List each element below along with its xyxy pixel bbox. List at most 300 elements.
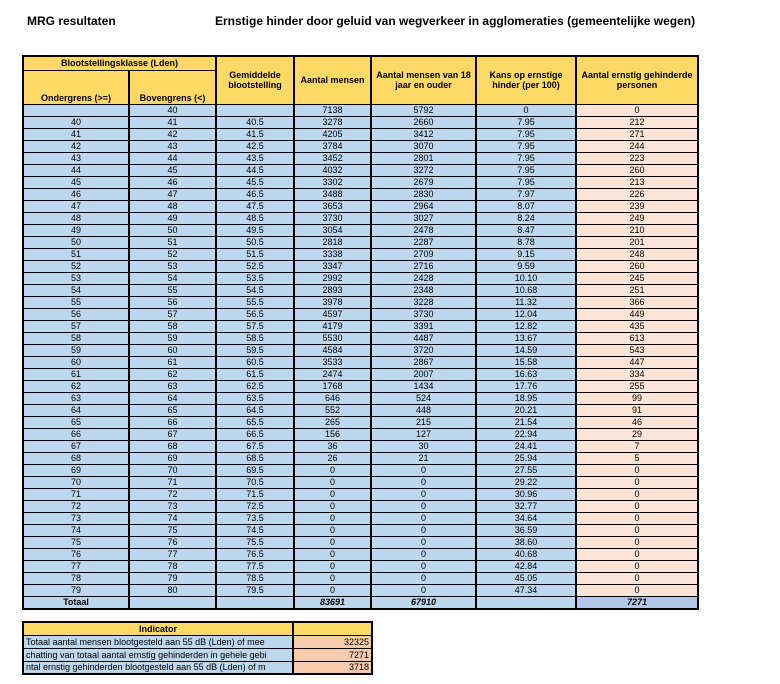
aantal-mensen-cell[interactable]: 4205: [294, 128, 371, 140]
kans-cell[interactable]: 30.96: [476, 488, 576, 500]
ernstig-cell[interactable]: 91: [576, 404, 698, 416]
bovengrens-cell[interactable]: 71: [129, 476, 216, 488]
bovengrens-cell[interactable]: 65: [129, 404, 216, 416]
aantal-mensen-cell[interactable]: 3978: [294, 296, 371, 308]
gemiddelde-cell[interactable]: 61.5: [216, 368, 294, 380]
kans-cell[interactable]: 21.54: [476, 416, 576, 428]
ondergrens-cell[interactable]: 69: [23, 464, 129, 476]
bovengrens-cell[interactable]: 57: [129, 308, 216, 320]
bovengrens-cell[interactable]: 63: [129, 380, 216, 392]
aantal-mensen-cell[interactable]: 4584: [294, 344, 371, 356]
aantal-18plus-cell[interactable]: 0: [371, 548, 476, 560]
total-empty-cell[interactable]: [216, 596, 294, 609]
bovengrens-cell[interactable]: 79: [129, 572, 216, 584]
ondergrens-cell[interactable]: 41: [23, 128, 129, 140]
aantal-mensen-cell[interactable]: 3302: [294, 176, 371, 188]
bovengrens-cell[interactable]: 60: [129, 344, 216, 356]
aantal-18plus-cell[interactable]: 5792: [371, 104, 476, 116]
gemiddelde-cell[interactable]: 63.5: [216, 392, 294, 404]
gemiddelde-cell[interactable]: 67.5: [216, 440, 294, 452]
kans-cell[interactable]: 8.47: [476, 224, 576, 236]
ernstig-cell[interactable]: 447: [576, 356, 698, 368]
gemiddelde-cell[interactable]: 57.5: [216, 320, 294, 332]
ernstig-cell[interactable]: 435: [576, 320, 698, 332]
ernstig-cell[interactable]: 613: [576, 332, 698, 344]
kans-cell[interactable]: 42.84: [476, 560, 576, 572]
kans-cell[interactable]: 32.77: [476, 500, 576, 512]
ernstig-cell[interactable]: 334: [576, 368, 698, 380]
kans-cell[interactable]: 8.07: [476, 200, 576, 212]
aantal-18plus-cell[interactable]: 0: [371, 584, 476, 596]
aantal-mensen-cell[interactable]: 2818: [294, 236, 371, 248]
aantal-18plus-cell[interactable]: 0: [371, 560, 476, 572]
kans-cell[interactable]: 12.82: [476, 320, 576, 332]
ernstig-cell[interactable]: 29: [576, 428, 698, 440]
kans-cell[interactable]: 40.68: [476, 548, 576, 560]
bovengrens-cell[interactable]: 44: [129, 152, 216, 164]
aantal-mensen-cell[interactable]: 3054: [294, 224, 371, 236]
ernstig-cell[interactable]: 210: [576, 224, 698, 236]
bovengrens-cell[interactable]: 40: [129, 104, 216, 116]
gemiddelde-cell[interactable]: 72.5: [216, 500, 294, 512]
kans-cell[interactable]: 24.41: [476, 440, 576, 452]
ernstig-cell[interactable]: 201: [576, 236, 698, 248]
ernstig-cell[interactable]: 543: [576, 344, 698, 356]
ondergrens-cell[interactable]: 42: [23, 140, 129, 152]
kans-cell[interactable]: 36.59: [476, 524, 576, 536]
ondergrens-cell[interactable]: 59: [23, 344, 129, 356]
kans-cell[interactable]: 29.22: [476, 476, 576, 488]
gemiddelde-cell[interactable]: 64.5: [216, 404, 294, 416]
gemiddelde-cell[interactable]: 62.5: [216, 380, 294, 392]
ondergrens-cell[interactable]: 45: [23, 176, 129, 188]
ondergrens-cell[interactable]: 46: [23, 188, 129, 200]
ondergrens-cell[interactable]: 77: [23, 560, 129, 572]
aantal-mensen-cell[interactable]: 265: [294, 416, 371, 428]
aantal-mensen-cell[interactable]: 0: [294, 536, 371, 548]
aantal-18plus-cell[interactable]: 0: [371, 524, 476, 536]
aantal-18plus-cell[interactable]: 127: [371, 428, 476, 440]
column-header-bovengrens[interactable]: Bovengrens (<): [129, 70, 216, 104]
aantal-mensen-cell[interactable]: 36: [294, 440, 371, 452]
aantal-mensen-cell[interactable]: 1768: [294, 380, 371, 392]
bovengrens-cell[interactable]: 48: [129, 200, 216, 212]
aantal-18plus-cell[interactable]: 0: [371, 464, 476, 476]
kans-cell[interactable]: 0: [476, 104, 576, 116]
kans-cell[interactable]: 14.59: [476, 344, 576, 356]
gemiddelde-cell[interactable]: 43.5: [216, 152, 294, 164]
kans-cell[interactable]: 9.59: [476, 260, 576, 272]
aantal-18plus-cell[interactable]: 3720: [371, 344, 476, 356]
ernstig-cell[interactable]: 46: [576, 416, 698, 428]
aantal-mensen-cell[interactable]: 0: [294, 464, 371, 476]
aantal-18plus-cell[interactable]: 0: [371, 488, 476, 500]
indicator-label-cell[interactable]: ntal ernstig gehinderden blootgesteld aan 55 dB (Lden) of m: [23, 661, 293, 674]
total-aantal-18plus-cell[interactable]: 67910: [371, 596, 476, 609]
ondergrens-cell[interactable]: 78: [23, 572, 129, 584]
kans-cell[interactable]: 7.95: [476, 164, 576, 176]
bovengrens-cell[interactable]: 78: [129, 560, 216, 572]
aantal-18plus-cell[interactable]: 2428: [371, 272, 476, 284]
ernstig-cell[interactable]: 0: [576, 500, 698, 512]
ernstig-cell[interactable]: 366: [576, 296, 698, 308]
total-label-cell[interactable]: Totaal: [23, 596, 129, 609]
kans-cell[interactable]: 11.32: [476, 296, 576, 308]
indicator-label-cell[interactable]: Totaal aantal mensen blootgesteld aan 55 dB (Lden) of mee: [23, 635, 293, 648]
gemiddelde-cell[interactable]: 49.5: [216, 224, 294, 236]
ernstig-cell[interactable]: 239: [576, 200, 698, 212]
aantal-mensen-cell[interactable]: 3533: [294, 356, 371, 368]
gemiddelde-cell[interactable]: 51.5: [216, 248, 294, 260]
ernstig-cell[interactable]: 0: [576, 488, 698, 500]
aantal-18plus-cell[interactable]: 3228: [371, 296, 476, 308]
ondergrens-cell[interactable]: 40: [23, 116, 129, 128]
aantal-mensen-cell[interactable]: 4179: [294, 320, 371, 332]
aantal-18plus-cell[interactable]: 0: [371, 476, 476, 488]
ondergrens-cell[interactable]: 68: [23, 452, 129, 464]
ondergrens-cell[interactable]: 58: [23, 332, 129, 344]
gemiddelde-cell[interactable]: 42.5: [216, 140, 294, 152]
indicator-header-cell[interactable]: Indicator: [23, 622, 293, 635]
ernstig-cell[interactable]: 255: [576, 380, 698, 392]
total-ernstig-cell[interactable]: 7271: [576, 596, 698, 609]
ondergrens-cell[interactable]: 72: [23, 500, 129, 512]
aantal-mensen-cell[interactable]: 2893: [294, 284, 371, 296]
ondergrens-cell[interactable]: 62: [23, 380, 129, 392]
ernstig-cell[interactable]: 0: [576, 464, 698, 476]
ernstig-cell[interactable]: 251: [576, 284, 698, 296]
column-header-kans[interactable]: Kans op ernstige hinder (per 100): [476, 56, 576, 104]
aantal-18plus-cell[interactable]: 2660: [371, 116, 476, 128]
bovengrens-cell[interactable]: 41: [129, 116, 216, 128]
gemiddelde-cell[interactable]: 41.5: [216, 128, 294, 140]
aantal-mensen-cell[interactable]: 3488: [294, 188, 371, 200]
bovengrens-cell[interactable]: 61: [129, 356, 216, 368]
kans-cell[interactable]: 7.95: [476, 128, 576, 140]
ondergrens-cell[interactable]: 52: [23, 260, 129, 272]
ondergrens-cell[interactable]: 70: [23, 476, 129, 488]
kans-cell[interactable]: 7.95: [476, 176, 576, 188]
aantal-18plus-cell[interactable]: 3730: [371, 308, 476, 320]
aantal-mensen-cell[interactable]: 4032: [294, 164, 371, 176]
ondergrens-cell[interactable]: 55: [23, 296, 129, 308]
aantal-mensen-cell[interactable]: 3784: [294, 140, 371, 152]
bovengrens-cell[interactable]: 80: [129, 584, 216, 596]
bovengrens-cell[interactable]: 47: [129, 188, 216, 200]
kans-cell[interactable]: 16.63: [476, 368, 576, 380]
ondergrens-cell[interactable]: 61: [23, 368, 129, 380]
kans-cell[interactable]: 25.94: [476, 452, 576, 464]
ondergrens-cell[interactable]: 75: [23, 536, 129, 548]
bovengrens-cell[interactable]: 76: [129, 536, 216, 548]
ondergrens-cell[interactable]: 53: [23, 272, 129, 284]
aantal-mensen-cell[interactable]: 0: [294, 524, 371, 536]
ernstig-cell[interactable]: 99: [576, 392, 698, 404]
bovengrens-cell[interactable]: 58: [129, 320, 216, 332]
ondergrens-cell[interactable]: 49: [23, 224, 129, 236]
ondergrens-cell[interactable]: 79: [23, 584, 129, 596]
ernstig-cell[interactable]: 0: [576, 512, 698, 524]
bovengrens-cell[interactable]: 67: [129, 428, 216, 440]
bovengrens-cell[interactable]: 51: [129, 236, 216, 248]
total-aantal-mensen-cell[interactable]: 83691: [294, 596, 371, 609]
ondergrens-cell[interactable]: 56: [23, 308, 129, 320]
kans-cell[interactable]: 8.78: [476, 236, 576, 248]
kans-cell[interactable]: 8.24: [476, 212, 576, 224]
bovengrens-cell[interactable]: 54: [129, 272, 216, 284]
ondergrens-cell[interactable]: 50: [23, 236, 129, 248]
gemiddelde-cell[interactable]: 68.5: [216, 452, 294, 464]
ernstig-cell[interactable]: 0: [576, 536, 698, 548]
ernstig-cell[interactable]: 0: [576, 104, 698, 116]
aantal-18plus-cell[interactable]: 3272: [371, 164, 476, 176]
ernstig-cell[interactable]: 271: [576, 128, 698, 140]
ernstig-cell[interactable]: 449: [576, 308, 698, 320]
aantal-18plus-cell[interactable]: 2287: [371, 236, 476, 248]
gemiddelde-cell[interactable]: 58.5: [216, 332, 294, 344]
aantal-mensen-cell[interactable]: 5530: [294, 332, 371, 344]
aantal-mensen-cell[interactable]: 646: [294, 392, 371, 404]
kans-cell[interactable]: 20.21: [476, 404, 576, 416]
gemiddelde-cell[interactable]: 50.5: [216, 236, 294, 248]
gemiddelde-cell[interactable]: [216, 104, 294, 116]
bovengrens-cell[interactable]: 42: [129, 128, 216, 140]
aantal-18plus-cell[interactable]: 0: [371, 512, 476, 524]
aantal-18plus-cell[interactable]: 3070: [371, 140, 476, 152]
ondergrens-cell[interactable]: 57: [23, 320, 129, 332]
ernstig-cell[interactable]: 260: [576, 260, 698, 272]
ondergrens-cell[interactable]: 71: [23, 488, 129, 500]
aantal-mensen-cell[interactable]: 2474: [294, 368, 371, 380]
kans-cell[interactable]: 10.10: [476, 272, 576, 284]
bovengrens-cell[interactable]: 45: [129, 164, 216, 176]
gemiddelde-cell[interactable]: 40.5: [216, 116, 294, 128]
ondergrens-cell[interactable]: 47: [23, 200, 129, 212]
aantal-mensen-cell[interactable]: 0: [294, 584, 371, 596]
aantal-18plus-cell[interactable]: 0: [371, 572, 476, 584]
bovengrens-cell[interactable]: 55: [129, 284, 216, 296]
gemiddelde-cell[interactable]: 79.5: [216, 584, 294, 596]
aantal-mensen-cell[interactable]: 552: [294, 404, 371, 416]
aantal-mensen-cell[interactable]: 0: [294, 548, 371, 560]
aantal-mensen-cell[interactable]: 3338: [294, 248, 371, 260]
ondergrens-cell[interactable]: 48: [23, 212, 129, 224]
column-header-aantal-18plus[interactable]: Aantal mensen van 18 jaar en ouder: [371, 56, 476, 104]
kans-cell[interactable]: 7.97: [476, 188, 576, 200]
aantal-18plus-cell[interactable]: 3391: [371, 320, 476, 332]
ernstig-cell[interactable]: 5: [576, 452, 698, 464]
aantal-18plus-cell[interactable]: 215: [371, 416, 476, 428]
indicator-label-cell[interactable]: chatting van totaal aantal ernstig gehinderden in gehele gebi: [23, 648, 293, 661]
group-header-cell[interactable]: Blootstellingsklasse (Lden): [23, 56, 216, 70]
aantal-18plus-cell[interactable]: 2348: [371, 284, 476, 296]
aantal-18plus-cell[interactable]: 2478: [371, 224, 476, 236]
gemiddelde-cell[interactable]: 53.5: [216, 272, 294, 284]
ondergrens-cell[interactable]: 43: [23, 152, 129, 164]
bovengrens-cell[interactable]: 68: [129, 440, 216, 452]
aantal-mensen-cell[interactable]: 0: [294, 560, 371, 572]
column-header-gemiddelde[interactable]: Gemiddelde blootstelling: [216, 56, 294, 104]
bovengrens-cell[interactable]: 53: [129, 260, 216, 272]
kans-cell[interactable]: 38.60: [476, 536, 576, 548]
kans-cell[interactable]: 22.94: [476, 428, 576, 440]
ondergrens-cell[interactable]: 64: [23, 404, 129, 416]
kans-cell[interactable]: 18.95: [476, 392, 576, 404]
bovengrens-cell[interactable]: 56: [129, 296, 216, 308]
kans-cell[interactable]: 7.95: [476, 140, 576, 152]
indicator-value-cell[interactable]: 32325: [293, 635, 372, 648]
ernstig-cell[interactable]: 260: [576, 164, 698, 176]
ondergrens-cell[interactable]: 54: [23, 284, 129, 296]
kans-cell[interactable]: 13.67: [476, 332, 576, 344]
ernstig-cell[interactable]: 7: [576, 440, 698, 452]
ondergrens-cell[interactable]: 73: [23, 512, 129, 524]
gemiddelde-cell[interactable]: 45.5: [216, 176, 294, 188]
kans-cell[interactable]: 10.68: [476, 284, 576, 296]
aantal-mensen-cell[interactable]: 3452: [294, 152, 371, 164]
gemiddelde-cell[interactable]: 69.5: [216, 464, 294, 476]
bovengrens-cell[interactable]: 43: [129, 140, 216, 152]
kans-cell[interactable]: 17.76: [476, 380, 576, 392]
gemiddelde-cell[interactable]: 56.5: [216, 308, 294, 320]
bovengrens-cell[interactable]: 69: [129, 452, 216, 464]
bovengrens-cell[interactable]: 77: [129, 548, 216, 560]
gemiddelde-cell[interactable]: 47.5: [216, 200, 294, 212]
ondergrens-cell[interactable]: 74: [23, 524, 129, 536]
column-header-ondergrens[interactable]: Ondergrens (>=): [23, 70, 129, 104]
aantal-18plus-cell[interactable]: 3412: [371, 128, 476, 140]
ernstig-cell[interactable]: 0: [576, 548, 698, 560]
aantal-mensen-cell[interactable]: 7138: [294, 104, 371, 116]
indicator-value-cell[interactable]: 7271: [293, 648, 372, 661]
gemiddelde-cell[interactable]: 59.5: [216, 344, 294, 356]
column-header-ernstig[interactable]: Aantal ernstig gehinderde personen: [576, 56, 698, 104]
aantal-mensen-cell[interactable]: 0: [294, 476, 371, 488]
total-empty-cell[interactable]: [476, 596, 576, 609]
kans-cell[interactable]: 27.55: [476, 464, 576, 476]
bovengrens-cell[interactable]: 73: [129, 500, 216, 512]
gemiddelde-cell[interactable]: 54.5: [216, 284, 294, 296]
ernstig-cell[interactable]: 244: [576, 140, 698, 152]
ondergrens-cell[interactable]: 60: [23, 356, 129, 368]
bovengrens-cell[interactable]: 52: [129, 248, 216, 260]
bovengrens-cell[interactable]: 74: [129, 512, 216, 524]
aantal-18plus-cell[interactable]: 2709: [371, 248, 476, 260]
aantal-mensen-cell[interactable]: 3653: [294, 200, 371, 212]
gemiddelde-cell[interactable]: 74.5: [216, 524, 294, 536]
bovengrens-cell[interactable]: 59: [129, 332, 216, 344]
aantal-18plus-cell[interactable]: 2867: [371, 356, 476, 368]
ondergrens-cell[interactable]: 44: [23, 164, 129, 176]
aantal-mensen-cell[interactable]: 3730: [294, 212, 371, 224]
kans-cell[interactable]: 9.15: [476, 248, 576, 260]
aantal-mensen-cell[interactable]: 4597: [294, 308, 371, 320]
gemiddelde-cell[interactable]: 70.5: [216, 476, 294, 488]
kans-cell[interactable]: 47.34: [476, 584, 576, 596]
ondergrens-cell[interactable]: 51: [23, 248, 129, 260]
gemiddelde-cell[interactable]: 65.5: [216, 416, 294, 428]
column-header-aantal-mensen[interactable]: Aantal mensen: [294, 56, 371, 104]
gemiddelde-cell[interactable]: 75.5: [216, 536, 294, 548]
gemiddelde-cell[interactable]: 60.5: [216, 356, 294, 368]
aantal-18plus-cell[interactable]: 3027: [371, 212, 476, 224]
total-empty-cell[interactable]: [129, 596, 216, 609]
ernstig-cell[interactable]: 223: [576, 152, 698, 164]
aantal-mensen-cell[interactable]: 0: [294, 572, 371, 584]
kans-cell[interactable]: 7.95: [476, 152, 576, 164]
gemiddelde-cell[interactable]: 52.5: [216, 260, 294, 272]
gemiddelde-cell[interactable]: 48.5: [216, 212, 294, 224]
ernstig-cell[interactable]: 245: [576, 272, 698, 284]
bovengrens-cell[interactable]: 72: [129, 488, 216, 500]
kans-cell[interactable]: 15.58: [476, 356, 576, 368]
kans-cell[interactable]: 12.04: [476, 308, 576, 320]
aantal-mensen-cell[interactable]: 0: [294, 500, 371, 512]
ernstig-cell[interactable]: 0: [576, 560, 698, 572]
ernstig-cell[interactable]: 0: [576, 584, 698, 596]
gemiddelde-cell[interactable]: 76.5: [216, 548, 294, 560]
ondergrens-cell[interactable]: 63: [23, 392, 129, 404]
gemiddelde-cell[interactable]: 55.5: [216, 296, 294, 308]
aantal-18plus-cell[interactable]: 1434: [371, 380, 476, 392]
aantal-18plus-cell[interactable]: 2679: [371, 176, 476, 188]
gemiddelde-cell[interactable]: 66.5: [216, 428, 294, 440]
aantal-mensen-cell[interactable]: 3347: [294, 260, 371, 272]
indicator-header-empty-cell[interactable]: [293, 622, 372, 635]
gemiddelde-cell[interactable]: 73.5: [216, 512, 294, 524]
ondergrens-cell[interactable]: 66: [23, 428, 129, 440]
bovengrens-cell[interactable]: 70: [129, 464, 216, 476]
aantal-18plus-cell[interactable]: 524: [371, 392, 476, 404]
gemiddelde-cell[interactable]: 78.5: [216, 572, 294, 584]
aantal-mensen-cell[interactable]: 0: [294, 512, 371, 524]
aantal-18plus-cell[interactable]: 30: [371, 440, 476, 452]
ondergrens-cell[interactable]: [23, 104, 129, 116]
indicator-value-cell[interactable]: 3718: [293, 661, 372, 674]
kans-cell[interactable]: 34.64: [476, 512, 576, 524]
gemiddelde-cell[interactable]: 46.5: [216, 188, 294, 200]
bovengrens-cell[interactable]: 75: [129, 524, 216, 536]
aantal-mensen-cell[interactable]: 3278: [294, 116, 371, 128]
kans-cell[interactable]: 45.05: [476, 572, 576, 584]
gemiddelde-cell[interactable]: 77.5: [216, 560, 294, 572]
kans-cell[interactable]: 7.95: [476, 116, 576, 128]
gemiddelde-cell[interactable]: 71.5: [216, 488, 294, 500]
bovengrens-cell[interactable]: 62: [129, 368, 216, 380]
ondergrens-cell[interactable]: 76: [23, 548, 129, 560]
ernstig-cell[interactable]: 212: [576, 116, 698, 128]
ernstig-cell[interactable]: 249: [576, 212, 698, 224]
ernstig-cell[interactable]: 0: [576, 572, 698, 584]
aantal-18plus-cell[interactable]: 448: [371, 404, 476, 416]
aantal-18plus-cell[interactable]: 2007: [371, 368, 476, 380]
aantal-mensen-cell[interactable]: 26: [294, 452, 371, 464]
ernstig-cell[interactable]: 248: [576, 248, 698, 260]
aantal-mensen-cell[interactable]: 156: [294, 428, 371, 440]
aantal-mensen-cell[interactable]: 0: [294, 488, 371, 500]
ondergrens-cell[interactable]: 67: [23, 440, 129, 452]
gemiddelde-cell[interactable]: 44.5: [216, 164, 294, 176]
aantal-18plus-cell[interactable]: 2964: [371, 200, 476, 212]
bovengrens-cell[interactable]: 46: [129, 176, 216, 188]
aantal-18plus-cell[interactable]: 2801: [371, 152, 476, 164]
ondergrens-cell[interactable]: 65: [23, 416, 129, 428]
aantal-18plus-cell[interactable]: 0: [371, 536, 476, 548]
ernstig-cell[interactable]: 213: [576, 176, 698, 188]
aantal-mensen-cell[interactable]: 2992: [294, 272, 371, 284]
aantal-18plus-cell[interactable]: 2830: [371, 188, 476, 200]
ernstig-cell[interactable]: 226: [576, 188, 698, 200]
